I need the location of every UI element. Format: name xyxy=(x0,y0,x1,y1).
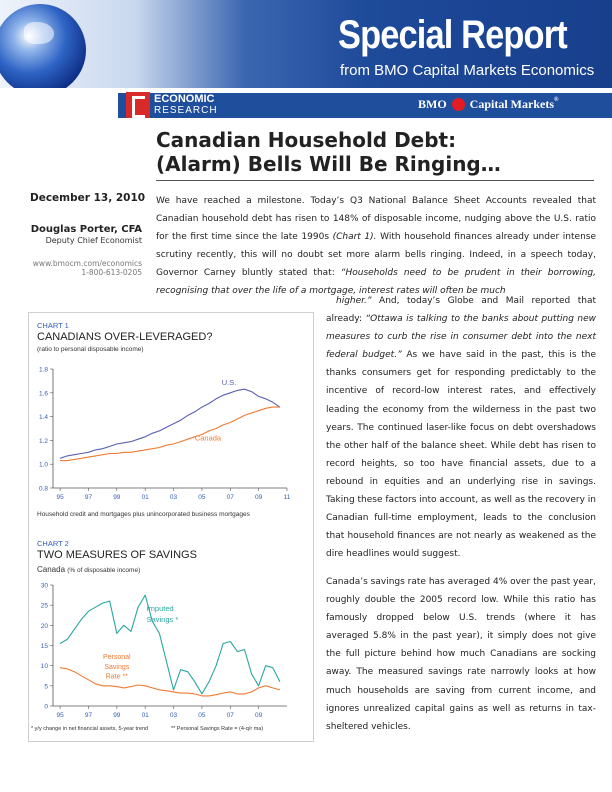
article-title-line2: (Alarm) Bells Will Be Ringing… xyxy=(156,152,501,176)
article-title xyxy=(156,128,501,176)
chart2-footnote-2: ** Personal Savings Rate = (4-q/r ma) xyxy=(171,726,264,732)
chart2-y-tick-label: 10 xyxy=(40,663,48,671)
chart2-subtitle-country: Canada xyxy=(37,565,66,574)
chart1-y-tick-label: 1.8 xyxy=(38,366,48,374)
chart1-y-tick-label: 1.6 xyxy=(38,390,48,398)
chart1-title: CANADIANS OVER-LEVERAGED? xyxy=(37,331,213,343)
logo-text-line1: ECONOMIC xyxy=(154,93,215,105)
chart1-y-tick-label: 1.2 xyxy=(38,437,48,445)
body-paragraph-3 xyxy=(326,573,596,736)
chart-reference: (Chart 1). xyxy=(332,232,377,242)
economic-research-mark-icon xyxy=(126,92,150,118)
economic-research-logo xyxy=(126,90,224,120)
website-link[interactable]: www.bmocm.com/economics xyxy=(32,259,142,268)
publication-date: December 13, 2010 xyxy=(30,192,146,204)
title-divider xyxy=(156,180,594,181)
phone-number: 1-800-613-0205 xyxy=(81,268,142,277)
chart2-y-tick-label: 0 xyxy=(44,703,48,711)
chart2-x-tick-label: 97 xyxy=(84,712,93,719)
chart1-x-tick-label: 99 xyxy=(113,494,121,501)
chart1-x-tick-label: 95 xyxy=(56,494,64,501)
chart2-y-tick-label: 20 xyxy=(40,622,48,630)
bmo-wordmark: BMO xyxy=(418,97,447,111)
chart1-y-tick-label: 1.0 xyxy=(38,461,48,469)
chart2-y-tick-label: 25 xyxy=(40,602,48,610)
chart2-x-tick-label: 05 xyxy=(198,712,206,719)
chart2-y-tick-label: 15 xyxy=(40,643,48,650)
chart2-title: TWO MEASURES OF SAVINGS xyxy=(37,549,197,561)
chart1-y-tick-label: 0.8 xyxy=(38,485,48,493)
quote-carney-end: higher.” xyxy=(336,296,372,306)
article-title-line1: Canadian Household Debt: xyxy=(156,128,457,152)
chart2-x-tick-label: 09 xyxy=(255,712,263,719)
chart1-footnote: Household credit and mortgages plus unincorporated business mortgages xyxy=(37,511,250,518)
chart2-series-line xyxy=(60,668,280,696)
chart1-subtitle: (ratio to personal disposable income) xyxy=(37,346,144,353)
author-name: Douglas Porter, CFA xyxy=(30,224,142,235)
chart1-x-tick-label: 97 xyxy=(84,494,93,501)
chart1-x-tick-label: 05 xyxy=(198,494,206,501)
chart1-series-label-us: U.S. xyxy=(221,378,237,388)
chart1-x-tick-label: 03 xyxy=(169,494,178,501)
chart2-subtitle-unit: (% of disposable income) xyxy=(67,567,141,574)
charts-panel xyxy=(28,312,314,742)
quote-carney: “Households need to be prudent in their borrowing, recognising that over the life of a mortgage, interest rates will often be much xyxy=(156,268,596,296)
chart2-x-tick-label: 99 xyxy=(113,712,121,719)
chart2-y-tick-label: 30 xyxy=(40,582,48,590)
capital-markets-wordmark: Capital Markets xyxy=(469,97,554,111)
chart1-x-tick-label: 01 xyxy=(141,494,149,501)
logo-text-line2: RESEARCH xyxy=(154,105,218,116)
chart1-x-tick-label: 11 xyxy=(283,494,291,501)
chart2-label: CHART 2 xyxy=(37,539,69,548)
chart2-plot xyxy=(29,313,313,741)
body-paragraph-1 xyxy=(156,192,596,300)
chart1-y-tick-label: 1.4 xyxy=(38,414,48,422)
chart2-x-tick-label: 95 xyxy=(56,712,64,719)
chart2-x-tick-label: 07 xyxy=(226,712,234,719)
chart2-series-label-personal: Personal xyxy=(102,654,131,662)
body-text: We have reached a milestone. Today’s Q3 National Balance Sheet Accounts revealed that Canadian household debt has risen to 148% of disposable income, nudging above the U.S. ratio for the first time since the late 1990s xyxy=(156,196,596,242)
body-text: Canada’s savings rate has averaged 4% over the past year, roughly double the 2005 record low. While this ratio has famously dropped below U.S. trends (where it has averaged 5.8% in the past year), it simply does not give the full picture behind how much Canadians are socking away. The measured savings rate narrowly looks at how much households are saving from current income, and ignores unrealized capital gains as well as returns in tax-sheltered vehicles. xyxy=(326,577,596,732)
chart1-x-tick-label: 07 xyxy=(226,494,234,501)
body-text: With household finances already under intense scrutiny recently, this will no doubt set more alarm bells ringing. Indeed, in a speech today, Governor Carney bluntly stated that: xyxy=(156,232,596,278)
chart1-x-tick-label: 09 xyxy=(255,494,263,501)
chart1-series-label-canada: Canada xyxy=(194,433,222,443)
quote-globe-and-mail: “Ottawa is talking to the banks about putting new measures to curb the rise in consumer debt into the next federal budget.” xyxy=(326,314,597,361)
trademark-symbol: ® xyxy=(554,97,559,103)
author-title: Deputy Chief Economist xyxy=(45,236,142,245)
body-paragraph-2 xyxy=(326,292,596,563)
chart2-x-tick-label: 01 xyxy=(141,712,149,719)
body-text: And, today’s Globe and Mail reported that already: xyxy=(326,296,596,325)
report-subtitle: from BMO Capital Markets Economics xyxy=(340,62,595,79)
header-banner xyxy=(0,0,612,88)
chart2-footnote-1: * y/y change in net financial assets, 5-year trend xyxy=(31,726,149,732)
chart1-label: CHART 1 xyxy=(37,321,69,330)
chart2-series-label-imputed: Imputed xyxy=(146,604,174,614)
chart2-series-label-imputed: Savings * xyxy=(146,615,179,625)
chart2-series-label-personal: Rate ** xyxy=(105,673,128,681)
article-meta xyxy=(30,192,146,277)
chart2-y-tick-label: 5 xyxy=(44,683,48,691)
report-title: Special Report xyxy=(338,13,567,57)
globe-icon xyxy=(0,4,86,88)
chart2-series-label-personal: Savings xyxy=(104,663,130,671)
body-text: As we have said in the past, this is the thanks consumers get for responding predictably to the incentive of record-low interest rates, and effectively leading the economy from the wilderness in the past two years. The continued laser-like focus on debt overshadows the other half of the balance sheet. While debt has risen to record heights, so too have financial assets, due to a rebound in equities and an underlying rise in savings. Taking these factors into account, as well as the recovery in Canadian full-time employment, leads to the conclusion that household finances are not nearly as weakened as the dire headlines would suggest. xyxy=(326,350,597,560)
bmo-roundel-icon xyxy=(452,98,465,111)
chart2-x-tick-label: 03 xyxy=(169,712,178,719)
bmo-capital-markets-logo xyxy=(418,97,608,115)
